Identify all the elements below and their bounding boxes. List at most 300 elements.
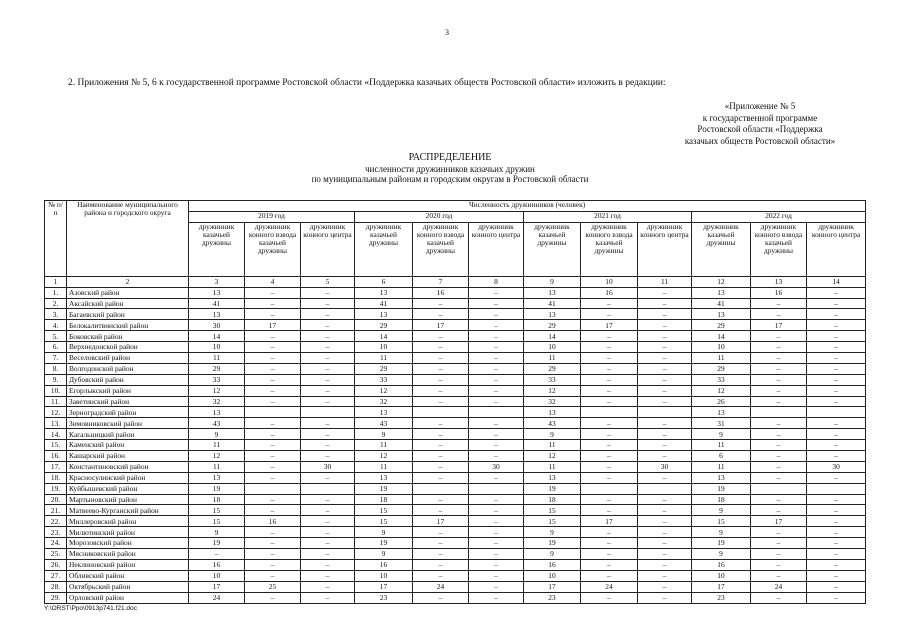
table-cell: – [807,342,866,353]
distribution-table [44,200,866,604]
file-path-footer: Y:\ORST\Ppo\0913p741.f21.doc [44,605,137,612]
table-cell: – [751,472,807,483]
table-cell: – [807,396,866,407]
table-cell: 12 [524,451,581,462]
table-cell: 19 [692,538,751,549]
table-cell: 18 [355,494,413,505]
table-cell: 9 [692,527,751,538]
table-cell: 3. [45,309,67,320]
table-cell: – [413,385,469,396]
column-number-cell: 2 [67,276,189,287]
table-cell: – [638,342,692,353]
table-cell: 43 [189,418,245,429]
header-sub-col: дружинник конного центра [469,222,524,276]
table-cell: – [807,298,866,309]
table-cell: 11 [189,440,245,451]
table-cell: – [751,461,807,472]
table-cell: – [581,570,638,581]
table-cell: – [581,505,638,516]
table-cell [807,407,866,418]
table-cell: 30 [189,320,245,331]
table-cell: – [638,581,692,592]
table-cell: 16. [45,451,67,462]
table-cell: – [301,287,355,298]
table-cell: – [581,472,638,483]
table-cell: Куйбышевский район [67,483,189,494]
table-cell: – [469,451,524,462]
table-cell: – [751,374,807,385]
table-cell [751,483,807,494]
table-cell: – [581,396,638,407]
table-cell: – [245,374,301,385]
table-cell: Дубовский район [67,374,189,385]
table-cell: 10 [692,570,751,581]
table-cell: 9 [692,549,751,560]
table-cell: – [245,494,301,505]
table-cell: – [469,385,524,396]
table-cell: 13 [524,287,581,298]
table-cell: 6 [692,451,751,462]
table-cell: – [638,309,692,320]
column-number-cell: 13 [751,276,807,287]
table-cell: – [751,418,807,429]
table-cell: – [469,331,524,342]
table-cell: – [638,549,692,560]
header-year: 2019 год [189,211,355,222]
table-cell: – [245,461,301,472]
table-cell: – [469,374,524,385]
table-cell: – [469,559,524,570]
table-cell [751,407,807,418]
table-cell: 1. [45,287,67,298]
header-sub-col: дружинник конного взвода казачьей дружины [751,222,807,276]
table-cell: 32 [524,396,581,407]
table-row [45,592,866,603]
table-cell: 11 [692,353,751,364]
table-cell: – [245,429,301,440]
table-cell: – [751,342,807,353]
table-cell: 20. [45,494,67,505]
table-cell: 16 [692,559,751,570]
table-cell: – [245,418,301,429]
table-cell: – [581,363,638,374]
header-col-name: Наименование муниципального района и городского округа [67,201,189,277]
table-cell: Орловский район [67,592,189,603]
table-cell: 7. [45,353,67,364]
table-cell: – [751,451,807,462]
header-sub-col: дружинник казачьей дружины [692,222,751,276]
table-cell: 15 [524,516,581,527]
table-cell: – [751,353,807,364]
table-cell: 17. [45,461,67,472]
table-cell: – [751,385,807,396]
table-cell: – [301,538,355,549]
header-col-number: № п/п [45,201,67,277]
table-cell: – [469,570,524,581]
table-cell: 16 [524,559,581,570]
table-cell: 26. [45,559,67,570]
heading-title: РАСПРЕДЕЛЕНИЕ [408,152,492,163]
table-cell: – [469,505,524,516]
table-cell: 30 [469,461,524,472]
table-cell: 12 [524,385,581,396]
header-sub-col: дружинник казачьей дружины [355,222,413,276]
table-cell: 13 [189,472,245,483]
table-cell [469,407,524,418]
table-row [45,472,866,483]
table-cell: Константиновский район [67,461,189,472]
table-cell: – [638,472,692,483]
table-cell: – [807,581,866,592]
table-cell: 15 [189,505,245,516]
table-cell: – [301,451,355,462]
table-cell: – [807,516,866,527]
table-cell: – [581,429,638,440]
table-cell: 13 [692,472,751,483]
table-cell: Милютинский район [67,527,189,538]
table-row [45,516,866,527]
table-cell: Мясниковский район [67,549,189,560]
table-cell: 14 [692,331,751,342]
column-number-cell: 12 [692,276,751,287]
table-cell: 16 [751,287,807,298]
table-cell: – [413,451,469,462]
table-cell: Зерноградский район [67,407,189,418]
table-cell: – [638,298,692,309]
table-cell: 41 [692,298,751,309]
table-row [45,538,866,549]
table-cell: 13 [524,407,581,418]
header-sub-col: дружинник конного взвода казачьей дружины [581,222,638,276]
header-year: 2020 год [355,211,524,222]
table-cell: – [413,527,469,538]
table-cell: – [301,396,355,407]
table-cell [301,483,355,494]
table-cell: – [413,538,469,549]
table-cell: – [638,385,692,396]
table-cell: 24 [189,592,245,603]
table-cell: – [751,309,807,320]
table-cell: – [751,331,807,342]
table-cell: 13 [692,407,751,418]
table-row [45,549,866,560]
table-cell: – [301,320,355,331]
table-cell: Матвеево-Курганский район [67,505,189,516]
table-cell: – [807,538,866,549]
table-cell: Миллеровский район [67,516,189,527]
table-cell: 10 [355,570,413,581]
table-cell: 15 [524,505,581,516]
table-cell: – [751,592,807,603]
column-number-cell: 3 [189,276,245,287]
table-cell: – [469,298,524,309]
column-number-cell: 8 [469,276,524,287]
table-cell: 32 [189,396,245,407]
table-cell: Азовский район [67,287,189,298]
table-cell: – [245,396,301,407]
table-cell: – [751,396,807,407]
table-cell [469,483,524,494]
table-cell: 12. [45,407,67,418]
table-cell: – [751,429,807,440]
table-cell: – [638,363,692,374]
table-cell: – [581,494,638,505]
table-cell: – [807,505,866,516]
table-body [45,276,866,603]
table-cell: – [581,418,638,429]
table-cell: 13 [524,472,581,483]
table-cell: 28. [45,581,67,592]
table-cell: 10 [355,342,413,353]
table-row [45,418,866,429]
table-cell: – [301,505,355,516]
table-cell: – [807,287,866,298]
table-cell: – [638,451,692,462]
table-cell: 15. [45,440,67,451]
table-cell: – [751,298,807,309]
table-cell: – [581,342,638,353]
table-cell: – [638,538,692,549]
table-cell: – [751,527,807,538]
table-cell: – [807,374,866,385]
table-cell: – [807,527,866,538]
table-row [45,570,866,581]
table-cell: 18 [692,494,751,505]
table-cell: – [413,592,469,603]
table-cell: 13 [355,287,413,298]
table-cell: – [807,429,866,440]
table-cell: – [469,429,524,440]
column-number-cell: 10 [581,276,638,287]
table-cell: 16 [581,287,638,298]
table-cell: – [245,287,301,298]
table-cell: – [469,516,524,527]
table-cell: – [807,549,866,560]
table-cell: – [301,418,355,429]
table-cell: – [301,440,355,451]
table-cell: 16 [189,559,245,570]
table-cell: 12 [355,451,413,462]
table-cell: 15 [355,505,413,516]
table-cell: 19 [692,483,751,494]
header-sub-col: дружинник казачьей дружины [189,222,245,276]
table-cell: – [638,505,692,516]
table-row [45,505,866,516]
table-cell: – [301,331,355,342]
table-cell: – [469,396,524,407]
table-cell: 23. [45,527,67,538]
table-cell: – [413,440,469,451]
table-cell: 19 [189,538,245,549]
table-cell: 15 [355,516,413,527]
table-cell: 25. [45,549,67,560]
table-cell: – [413,549,469,560]
table-cell: – [751,538,807,549]
table-cell: – [581,353,638,364]
table-cell: – [807,385,866,396]
table-cell: 13 [692,309,751,320]
table-cell: – [245,527,301,538]
table-cell: 13 [692,287,751,298]
table-cell: – [581,461,638,472]
table-cell: Кашарский район [67,451,189,462]
table-cell: 6. [45,342,67,353]
table-row [45,461,866,472]
table-cell: – [807,472,866,483]
column-number-cell: 5 [301,276,355,287]
table-cell: 24 [581,581,638,592]
column-number-row [45,276,866,287]
table-cell: 11 [524,440,581,451]
table-cell: 33 [189,374,245,385]
table-cell: – [413,505,469,516]
page-number: 3 [445,28,449,37]
table-cell: 29 [189,363,245,374]
table-cell: 18 [189,494,245,505]
table-cell: 41 [524,298,581,309]
table-cell: – [469,592,524,603]
table-cell: 18. [45,472,67,483]
table-cell: 17 [692,581,751,592]
table-cell: 19 [355,483,413,494]
table-cell: 29 [355,363,413,374]
table-row [45,385,866,396]
table-cell: – [581,385,638,396]
table-cell [638,483,692,494]
table-cell: – [301,363,355,374]
table-cell: – [301,494,355,505]
table-cell: – [751,363,807,374]
table-cell: – [301,353,355,364]
table-cell: – [413,353,469,364]
table-cell: – [469,440,524,451]
table-row [45,374,866,385]
table-cell: – [638,331,692,342]
table-cell: – [751,440,807,451]
table-cell: 14. [45,429,67,440]
table-cell: – [638,516,692,527]
table-cell: – [301,385,355,396]
table-cell: – [751,505,807,516]
table-cell: – [301,342,355,353]
table-cell: – [413,461,469,472]
table-cell: – [638,396,692,407]
table-row [45,581,866,592]
table-cell: 24 [751,581,807,592]
table-cell: 29 [355,320,413,331]
table-cell: 9 [692,429,751,440]
table-cell: – [638,429,692,440]
table-cell: – [581,549,638,560]
table-cell: – [189,549,245,560]
table-cell: 24. [45,538,67,549]
table-cell: – [469,342,524,353]
column-number-cell: 4 [245,276,301,287]
table-cell: – [469,418,524,429]
table-cell: – [581,527,638,538]
table-cell: – [581,559,638,570]
table-cell: 19 [189,483,245,494]
table-cell: – [245,451,301,462]
table-cell: 33 [355,374,413,385]
table-cell: 4. [45,320,67,331]
table-cell: – [807,570,866,581]
column-number-cell: 11 [638,276,692,287]
table-cell: – [469,353,524,364]
table-cell: – [638,418,692,429]
table-cell: Октябрьский район [67,581,189,592]
table-cell: – [807,451,866,462]
table-cell: 11 [524,353,581,364]
table-cell: – [807,331,866,342]
table-cell [413,483,469,494]
table-cell: 12 [355,385,413,396]
table-cell [245,483,301,494]
annex-line: казачьих обществ Ростовской области» [684,135,836,146]
table-cell: 18 [524,494,581,505]
table-cell: 15 [189,516,245,527]
table-cell: – [413,396,469,407]
table-cell: 13 [189,287,245,298]
table-cell: – [807,363,866,374]
table-cell: – [581,298,638,309]
table-cell: – [301,581,355,592]
table-cell: – [581,374,638,385]
table-cell: 17 [413,320,469,331]
table-cell: – [638,494,692,505]
table-cell: – [807,320,866,331]
table-cell: 29 [524,363,581,374]
intro-paragraph: 2. Приложения № 5, 6 к государственной программе Ростовской области «Поддержка казачьих обществ Ростовской области» изложить в редакции: [68,78,666,88]
table-cell: – [807,494,866,505]
table-cell: Белокалитвинский район [67,320,189,331]
table-cell: – [581,592,638,603]
table-cell: – [638,287,692,298]
table-cell: – [245,549,301,560]
table-cell [581,407,638,418]
table-cell: – [469,363,524,374]
header-sub-col: дружинник конного центра [807,222,866,276]
table-cell: 13 [189,407,245,418]
table-row [45,298,866,309]
table-cell [413,407,469,418]
table-cell: – [638,374,692,385]
table-cell: 17 [413,516,469,527]
table-cell: – [301,516,355,527]
table-cell: – [301,592,355,603]
table-cell: 11 [189,353,245,364]
header-sub-col: дружинник конного взвода казачьей дружины [413,222,469,276]
table-cell: 14 [355,331,413,342]
table-cell: – [301,472,355,483]
table-cell: Морозовский район [67,538,189,549]
table-cell: – [413,331,469,342]
header-group-title: Численность дружинников (человек) [189,201,866,212]
table-cell: 16 [413,287,469,298]
annex-line: «Приложение № 5 [724,101,796,111]
table-cell: 16 [245,516,301,527]
annex-reference [660,101,860,147]
table-cell: – [245,570,301,581]
table-cell: 10. [45,385,67,396]
header-year: 2022 год [692,211,866,222]
table-cell: 29 [524,320,581,331]
column-number-cell: 9 [524,276,581,287]
table-cell: 14 [524,331,581,342]
table-cell: 16 [355,559,413,570]
table-cell: 19 [524,483,581,494]
table-cell: – [807,559,866,570]
